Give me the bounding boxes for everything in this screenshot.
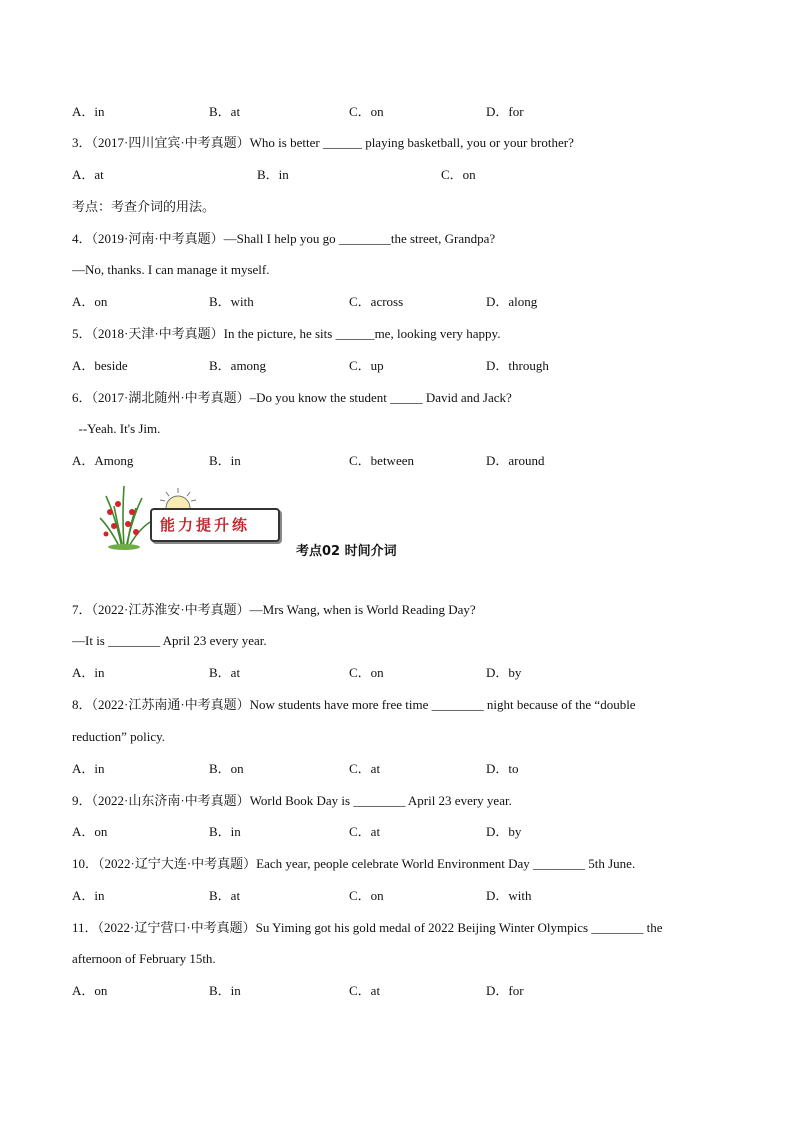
q9-option-b: B．in xyxy=(209,824,241,839)
q4-option-b: B．with xyxy=(209,294,254,309)
q6-option-a: A．Among xyxy=(72,453,134,468)
q4-option-c: C．across xyxy=(349,294,404,309)
q2-option-a: A．in xyxy=(72,104,105,119)
q4-option-a: A．on xyxy=(72,294,108,309)
q2-option-c: C．on xyxy=(349,104,384,119)
q3-option-c: C．on xyxy=(441,167,476,182)
q4-stem: 4．（2019·河南·中考真题）—Shall I help you go ________the street, Grandpa? xyxy=(72,231,496,246)
q11-stem-2: afternoon of February 15th. xyxy=(72,951,216,966)
q5-option-c: C．up xyxy=(349,358,384,373)
q6-option-d: D．around xyxy=(486,453,545,468)
q7-option-a: A．in xyxy=(72,665,105,680)
q11-option-b: B．in xyxy=(209,983,241,998)
banner-label: 能力提升练 xyxy=(160,516,251,534)
q5-option-a: A．beside xyxy=(72,358,128,373)
q2-option-b: B．at xyxy=(209,104,241,119)
q10-option-c: C．on xyxy=(349,888,384,903)
q8-option-d: D．to xyxy=(486,761,519,776)
q7-option-b: B．at xyxy=(209,665,241,680)
ability-banner xyxy=(92,478,282,550)
q3-option-b: B．in xyxy=(257,167,289,182)
q2-option-d: D．for xyxy=(486,104,524,119)
q11-option-c: C．at xyxy=(349,983,381,998)
q3-stem: 3．（2017·四川宜宾·中考真题）Who is better ______ playing basketball, you or your brother? xyxy=(72,135,574,150)
sun-icon xyxy=(158,486,198,510)
q7-stem-2: —It is ________ April 23 every year. xyxy=(72,633,267,648)
q10-option-b: B．at xyxy=(209,888,241,903)
q8-stem-2: reduction” policy. xyxy=(72,729,166,744)
q11-option-a: A．on xyxy=(72,983,108,998)
q11-stem: 11．（2022·辽宁营口·中考真题）Su Yiming got his gold medal of 2022 Beijing Winter Olympics ________ the xyxy=(72,920,663,935)
q3-option-a: A．at xyxy=(72,167,104,182)
q10-option-a: A．in xyxy=(72,888,105,903)
q10-stem: 10．（2022·辽宁大连·中考真题）Each year, people celebrate World Environment Day ________ 5th June. xyxy=(72,856,636,871)
q9-option-d: D．by xyxy=(486,824,522,839)
q10-option-d: D．with xyxy=(486,888,532,903)
q4-option-d: D．along xyxy=(486,294,538,309)
q8-option-a: A．in xyxy=(72,761,105,776)
q9-option-a: A．on xyxy=(72,824,108,839)
q6-stem: 6．（2017·湖北随州·中考真题）–Do you know the student _____ David and Jack? xyxy=(72,390,512,405)
q7-option-c: C．on xyxy=(349,665,384,680)
q8-option-c: C．at xyxy=(349,761,381,776)
q6-option-b: B．in xyxy=(209,453,241,468)
q4-stem-2: —No, thanks. I can manage it myself. xyxy=(72,262,270,277)
q3-note: 考点：考查介词的用法。 xyxy=(72,199,216,214)
q8-option-b: B．on xyxy=(209,761,244,776)
q5-option-d: D．through xyxy=(486,358,549,373)
q5-stem: 5．（2018·天津·中考真题）In the picture, he sits ______me, looking very happy. xyxy=(72,326,501,341)
q5-option-b: B．among xyxy=(209,358,267,373)
q7-option-d: D．by xyxy=(486,665,522,680)
q7-stem: 7．（2022·江苏淮安·中考真题）—Mrs Wang, when is World Reading Day? xyxy=(72,602,476,617)
q8-stem: 8．（2022·江苏南通·中考真题）Now students have more free time ________ night because of the “double xyxy=(72,697,636,712)
q9-stem: 9．（2022·山东济南·中考真题）World Book Day is ________ April 23 every year. xyxy=(72,793,512,808)
q6-option-c: C．between xyxy=(349,453,414,468)
q11-option-d: D．for xyxy=(486,983,524,998)
section-title: 考点02 时间介词 xyxy=(296,544,397,559)
q6-stem-2: --Yeah. It's Jim. xyxy=(72,421,161,436)
q9-option-c: C．at xyxy=(349,824,381,839)
